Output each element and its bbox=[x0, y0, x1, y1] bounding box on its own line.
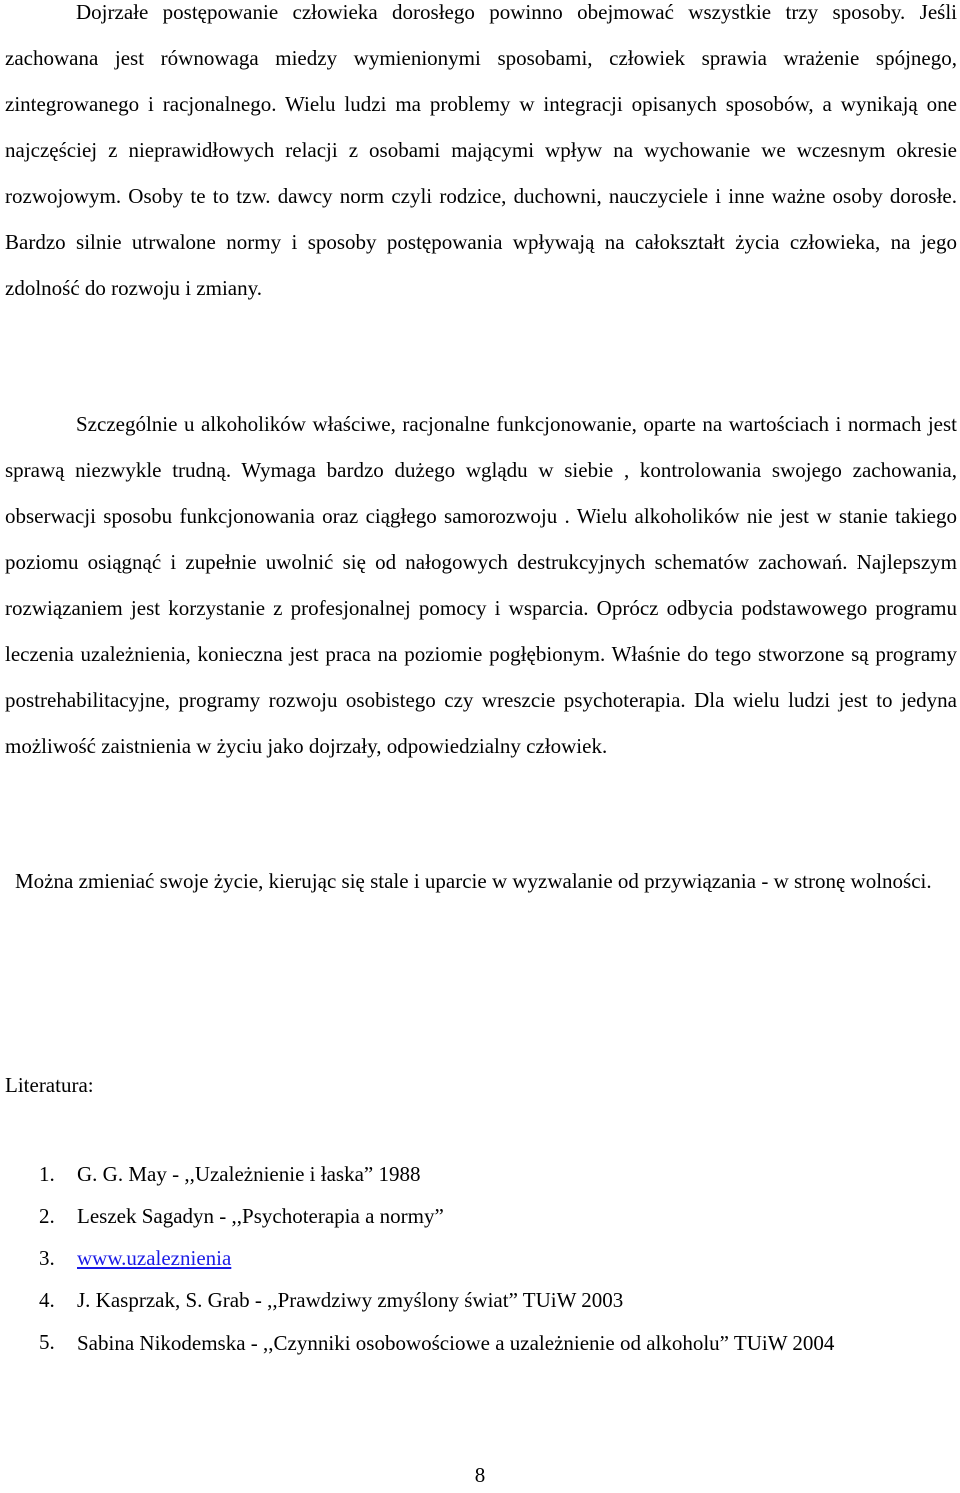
reference-item bbox=[0, 1237, 960, 1279]
reference-number: 4. bbox=[39, 1288, 55, 1312]
paragraph-mature-behavior: Dojrzałe postępowanie człowieka dorosłego powinno obejmować wszystkie trzy sposoby. Jeśli zachowana jest równowaga miedzy wymienionymi sposobami, człowiek sprawia wrażenie spójnego, zintegrowanego i racjonalnego. Wielu ludzi ma problemy w integracji opisanych sposobów, a wynikają one najczęściej z nieprawidłowych relacji z osobami mającymi wpływ na wychowanie we wczesnym okresie rozwojowym. Osoby te to tzw. dawcy norm czyli rodzice, duchowni, nauczyciele i inne ważne osoby dorosłe. Bardzo silnie utrwalone normy i sposoby postępowania wpływają na całokształt życia człowieka, na jego zdolność do rozwoju i zmiany. bbox=[5, 0, 957, 300]
reference-list bbox=[0, 1153, 960, 1365]
reference-number: 3. bbox=[39, 1246, 55, 1270]
reference-link[interactable]: www.uzaleznienia bbox=[77, 1246, 232, 1270]
reference-number: 5. bbox=[39, 1330, 55, 1354]
reference-text: Sabina Nikodemska - ,,Czynniki osobowościowe a uzależnienie od alkoholu” TUiW 2004 bbox=[77, 1331, 835, 1355]
reference-number: 2. bbox=[39, 1204, 55, 1228]
reference-item bbox=[0, 1195, 960, 1237]
reference-text: G. G. May - ,,Uzależnienie i łaska” 1988 bbox=[77, 1162, 421, 1186]
reference-item bbox=[0, 1153, 960, 1195]
literature-heading: Literatura: bbox=[5, 1073, 94, 1097]
paragraph-change-life: Można zmieniać swoje życie, kierując się stale i uparcie w wyzwalanie od przywiązania - w stronę wolności. bbox=[15, 869, 932, 893]
reference-item bbox=[0, 1321, 960, 1365]
reference-item bbox=[0, 1279, 960, 1321]
page-number: 8 bbox=[474, 1463, 486, 1487]
reference-text: Leszek Sagadyn - ,,Psychoterapia a normy” bbox=[77, 1204, 444, 1228]
reference-text: J. Kasprzak, S. Grab - ,,Prawdziwy zmyślony świat” TUiW 2003 bbox=[77, 1288, 624, 1312]
reference-number: 1. bbox=[39, 1162, 55, 1186]
paragraph-alcoholics-functioning: Szczególnie u alkoholików właściwe, racjonalne funkcjonowanie, oparte na wartościach i normach jest sprawą niezwykle trudną. Wymaga bardzo dużego wglądu w siebie , kontrolowania swojego zachowania, obserwacji sposobu funkcjonowania oraz ciągłego samorozwoju . Wielu alkoholików nie jest w stanie takiego poziomu osiągnąć i zupełnie uwolnić się od nałogowych destrukcyjnych schematów zachowań. Najlepszym rozwiązaniem jest korzystanie z profesjonalnej pomocy i wsparcia. Oprócz odbycia podstawowego programu leczenia uzależnienia, konieczna jest praca na poziomie pogłębionym. Właśnie do tego stworzone są programy postrehabilitacyjne, programy rozwoju osobistego czy wreszcie psychoterapia. Dla wielu ludzi jest to jedyna możliwość zaistnienia w życiu jako dojrzały, odpowiedzialny człowiek. bbox=[5, 412, 957, 758]
reference-text bbox=[77, 1237, 957, 1279]
